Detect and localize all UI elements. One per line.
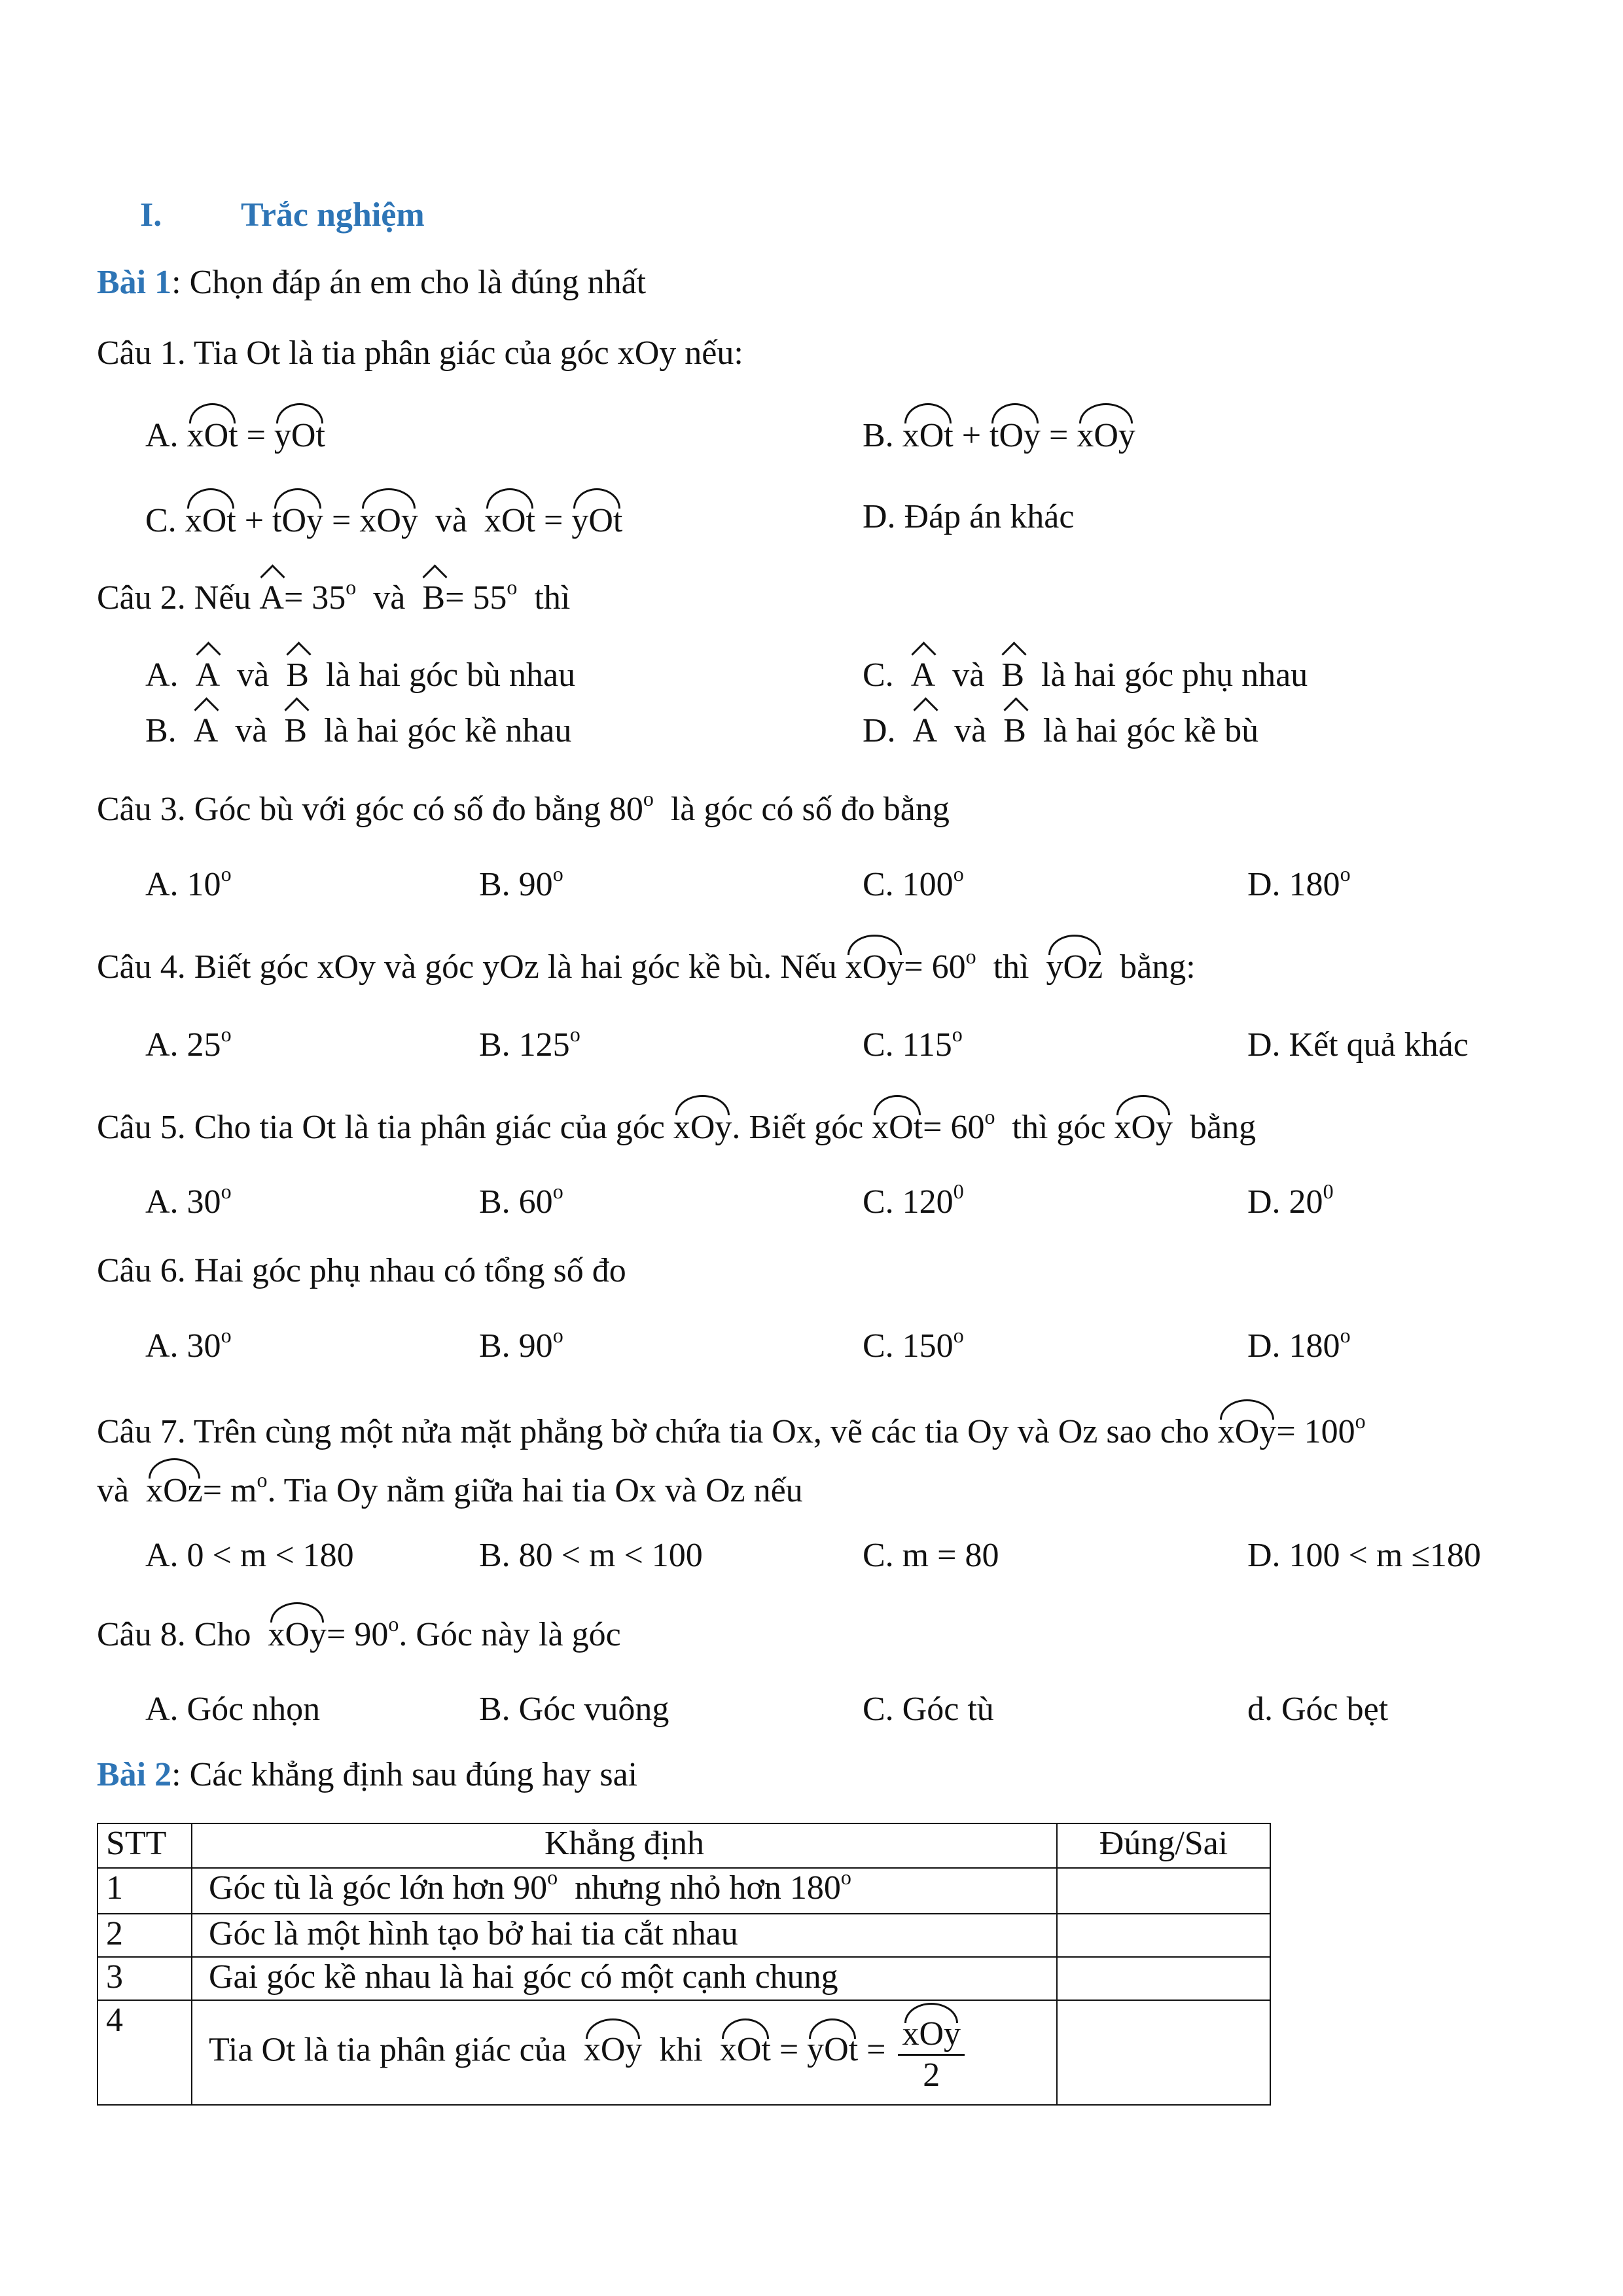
angle-xOt: xOt bbox=[872, 1103, 923, 1149]
degree-mark: o bbox=[643, 787, 654, 810]
q7-option-c: C. m = 80 bbox=[863, 1537, 999, 1574]
angle-B: B bbox=[1003, 710, 1026, 752]
angle-xOy: xOy bbox=[846, 942, 904, 988]
degree-mark: o bbox=[965, 944, 976, 968]
header-answer: Đúng/Sai bbox=[1057, 1823, 1270, 1868]
q2-stem-pre: Câu 2. Nếu bbox=[97, 579, 251, 617]
degree-mark: 0 bbox=[953, 1179, 964, 1203]
angle-A: A bbox=[196, 655, 221, 696]
degree-mark: o bbox=[221, 1323, 232, 1347]
bai1-text: : Chọn đáp án em cho là đúng nhất bbox=[171, 264, 647, 301]
q5-stem-pre: Câu 5. Cho tia Ot là tia phân giác của góc bbox=[97, 1109, 665, 1146]
q2-option-a bbox=[145, 655, 575, 696]
angle-yOz: yOz bbox=[1046, 942, 1103, 988]
row1-text-post: nhưng nhỏ hơn 180 bbox=[575, 1869, 841, 1907]
and-word: và bbox=[237, 656, 270, 694]
and-word: và bbox=[952, 656, 985, 694]
and-word: và bbox=[954, 712, 987, 749]
q3-d-text: D. 180 bbox=[1247, 866, 1340, 903]
header-stt: STT bbox=[98, 1823, 192, 1868]
q3-stem-pre: Câu 3. Góc bù với góc có số đo bằng 80 bbox=[97, 791, 643, 828]
q3-a-text: A. 10 bbox=[145, 866, 221, 903]
q7-stem bbox=[97, 1407, 1366, 1453]
angle-xOt: xOt bbox=[187, 411, 238, 457]
q6-c-text: C. 150 bbox=[863, 1327, 954, 1365]
angle-B: B bbox=[286, 655, 309, 696]
q1-option-a bbox=[145, 411, 325, 457]
row-stt: 1 bbox=[98, 1868, 192, 1914]
angle-xOy: xOy bbox=[1114, 1103, 1173, 1149]
angle-xOy: xOy bbox=[359, 496, 418, 542]
q5-option-c bbox=[863, 1181, 964, 1223]
angle-xOy: xOy bbox=[1218, 1407, 1277, 1453]
q4-a-text: A. 25 bbox=[145, 1026, 221, 1064]
eq-sign: = bbox=[238, 417, 274, 454]
q5-a-text: A. 30 bbox=[145, 1183, 221, 1221]
degree-mark: o bbox=[953, 862, 964, 886]
and-word: và bbox=[435, 502, 467, 539]
angle-tOy: tOy bbox=[272, 496, 323, 542]
q7-line2-post: . Tia Oy nằm giữa hai tia Ox và Oz nếu bbox=[267, 1472, 803, 1509]
row-stt: 4 bbox=[98, 2000, 192, 2105]
q1-b-label: B. bbox=[863, 417, 894, 454]
eq-sign: = bbox=[770, 2030, 808, 2068]
angle-yOt: yOt bbox=[807, 2026, 858, 2069]
q2-val-a: = 35 bbox=[283, 579, 346, 617]
eq-sign: = bbox=[1041, 417, 1077, 454]
q2-b-text: là hai góc kề nhau bbox=[324, 712, 572, 749]
angle-yOt: yOt bbox=[274, 411, 325, 457]
q7-val2: = m bbox=[202, 1472, 257, 1509]
q6-option-b bbox=[479, 1325, 563, 1367]
q2-val-b: = 55 bbox=[445, 579, 507, 617]
q6-stem: Câu 6. Hai góc phụ nhau có tổng số đo bbox=[97, 1252, 626, 1289]
row4-text-pre: Tia Ot là tia phân giác của bbox=[209, 2030, 567, 2068]
angle-xOy: xOy bbox=[268, 1610, 327, 1656]
q2-c-text: là hai góc phụ nhau bbox=[1041, 656, 1308, 694]
q7-stem-line2 bbox=[97, 1466, 803, 1512]
row-answer-cell[interactable] bbox=[1057, 1914, 1270, 1957]
q7-option-b: B. 80 < m < 100 bbox=[479, 1537, 703, 1574]
row-answer-cell[interactable] bbox=[1057, 1868, 1270, 1914]
q5-mid1: . Biết góc bbox=[732, 1109, 864, 1146]
q2-b-label: B. bbox=[145, 712, 177, 749]
q8-stem bbox=[97, 1610, 621, 1656]
fraction-denominator: 2 bbox=[923, 2056, 940, 2094]
q5-option-b bbox=[479, 1181, 563, 1223]
eq-sign: = bbox=[535, 502, 572, 539]
row-stt: 2 bbox=[98, 1914, 192, 1957]
q4-c-text: C. 115 bbox=[863, 1026, 952, 1064]
q3-option-c bbox=[863, 864, 964, 906]
degree-mark: o bbox=[1340, 1323, 1351, 1347]
angle-xOy: xOy bbox=[673, 1103, 732, 1149]
q4-mid: thì bbox=[993, 948, 1029, 986]
q8-val: = 90 bbox=[327, 1616, 389, 1653]
degree-mark: o bbox=[1355, 1409, 1366, 1433]
q1-option-b bbox=[863, 411, 1135, 457]
q2-option-d bbox=[863, 710, 1258, 752]
q1-option-c bbox=[145, 496, 622, 542]
fraction bbox=[898, 2011, 965, 2095]
degree-mark: o bbox=[569, 1022, 580, 1046]
table-header-row bbox=[98, 1823, 1270, 1868]
q6-option-c bbox=[863, 1325, 964, 1367]
q8-stem-post: . Góc này là góc bbox=[399, 1616, 621, 1653]
fraction-numerator bbox=[898, 2011, 965, 2056]
true-false-table bbox=[97, 1823, 1271, 2106]
row4-mid: khi bbox=[659, 2030, 703, 2068]
q8-option-a: A. Góc nhọn bbox=[145, 1691, 321, 1728]
q3-option-b bbox=[479, 864, 563, 906]
degree-mark: o bbox=[507, 575, 518, 599]
q4-option-c bbox=[863, 1024, 963, 1066]
bai2-text: : Các khẳng định sau đúng hay sai bbox=[171, 1756, 638, 1793]
q5-option-d bbox=[1247, 1181, 1334, 1223]
q5-stem-post: bằng bbox=[1190, 1109, 1257, 1146]
row-statement bbox=[192, 2000, 1057, 2105]
q1-a-label: A. bbox=[145, 417, 179, 454]
row-stt: 3 bbox=[98, 1957, 192, 2000]
q3-c-text: C. 100 bbox=[863, 866, 954, 903]
q1-option-d: D. Đáp án khác bbox=[863, 498, 1075, 535]
angle-tOy: tOy bbox=[990, 411, 1041, 457]
row3-text: Gai góc kề nhau là hai góc có một cạnh chung bbox=[209, 1958, 838, 1996]
q8-option-b: B. Góc vuông bbox=[479, 1691, 669, 1728]
plus-sign: + bbox=[953, 417, 990, 454]
bai1-label: Bài 1 bbox=[97, 264, 172, 301]
row1-text-pre: Góc tù là góc lớn hơn 90 bbox=[209, 1869, 548, 1907]
q6-d-text: D. 180 bbox=[1247, 1327, 1340, 1365]
degree-mark: o bbox=[388, 1612, 399, 1636]
angle-xOt: xOt bbox=[902, 411, 954, 457]
q4-val: = 60 bbox=[904, 948, 966, 986]
header-statement: Khẳng định bbox=[192, 1823, 1057, 1868]
q2-stem bbox=[97, 577, 570, 619]
degree-mark: o bbox=[346, 575, 357, 599]
q4-stem bbox=[97, 942, 1196, 988]
table-row bbox=[98, 2000, 1270, 2105]
q4-stem-post: bằng: bbox=[1120, 948, 1196, 986]
angle-B: B bbox=[422, 577, 445, 619]
bai1-heading bbox=[97, 262, 646, 304]
angle-A: A bbox=[194, 710, 219, 752]
q6-b-text: B. 90 bbox=[479, 1327, 553, 1365]
q6-option-d bbox=[1247, 1325, 1351, 1367]
q2-a-text: là hai góc bù nhau bbox=[325, 656, 576, 694]
q6-option-a bbox=[145, 1325, 232, 1367]
table-row bbox=[98, 1914, 1270, 1957]
q3-option-a bbox=[145, 864, 232, 906]
angle-xOt: xOt bbox=[720, 2026, 771, 2069]
q1-stem: Câu 1. Tia Ot là tia phân giác của góc xOy nếu: bbox=[97, 334, 743, 372]
q5-val: = 60 bbox=[923, 1109, 985, 1146]
row-statement bbox=[192, 1914, 1057, 1957]
angle-xOt: xOt bbox=[484, 496, 535, 542]
degree-mark: o bbox=[221, 1179, 232, 1203]
angle-xOy: xOy bbox=[1077, 411, 1135, 457]
degree-mark: o bbox=[257, 1468, 268, 1492]
angle-B: B bbox=[284, 710, 307, 752]
q2-c-label: C. bbox=[863, 656, 894, 694]
q2-a-label: A. bbox=[145, 656, 179, 694]
q5-stem bbox=[97, 1103, 1256, 1149]
angle-xOy: xOy bbox=[902, 2011, 961, 2054]
angle-xOz: xOz bbox=[146, 1466, 203, 1512]
q4-option-b bbox=[479, 1024, 580, 1066]
row-answer-cell[interactable] bbox=[1057, 1957, 1270, 2000]
table-row bbox=[98, 1868, 1270, 1914]
angle-xOy: xOy bbox=[584, 2026, 643, 2069]
angle-A: A bbox=[259, 577, 284, 619]
row-statement bbox=[192, 1865, 1057, 1914]
and-word: và bbox=[373, 579, 406, 617]
degree-mark: o bbox=[552, 862, 563, 886]
bai2-heading bbox=[97, 1754, 637, 1796]
and-word: và bbox=[235, 712, 268, 749]
row2-text: Góc là một hình tạo bở hai tia cắt nhau bbox=[209, 1915, 738, 1952]
q5-c-text: C. 120 bbox=[863, 1183, 954, 1221]
q7-option-d: D. 100 < m ≤180 bbox=[1247, 1537, 1481, 1574]
degree-mark: o bbox=[840, 1865, 851, 1889]
eq-sign: = bbox=[323, 502, 360, 539]
degree-mark: o bbox=[1340, 862, 1351, 886]
q3-option-d bbox=[1247, 864, 1351, 906]
q5-b-text: B. 60 bbox=[479, 1183, 553, 1221]
degree-mark: o bbox=[221, 862, 232, 886]
angle-yOt: yOt bbox=[571, 496, 622, 542]
degree-mark: o bbox=[552, 1179, 563, 1203]
q3-b-text: B. 90 bbox=[479, 866, 553, 903]
q7-val: = 100 bbox=[1276, 1413, 1355, 1450]
angle-A: A bbox=[911, 655, 936, 696]
degree-mark: o bbox=[953, 1323, 964, 1347]
q5-mid2: thì góc bbox=[1012, 1109, 1106, 1146]
q3-stem bbox=[97, 789, 950, 831]
q5-option-a bbox=[145, 1181, 232, 1223]
q8-option-c: C. Góc tù bbox=[863, 1691, 994, 1728]
angle-A: A bbox=[913, 710, 938, 752]
q6-a-text: A. 30 bbox=[145, 1327, 221, 1365]
angle-B: B bbox=[1001, 655, 1024, 696]
q2-d-label: D. bbox=[863, 712, 896, 749]
row-statement bbox=[192, 1957, 1057, 2000]
degree-mark: o bbox=[547, 1865, 558, 1889]
section-numeral: I. bbox=[140, 196, 162, 234]
eq-sign: = bbox=[858, 2030, 895, 2068]
table-row bbox=[98, 1957, 1270, 2000]
q4-b-text: B. 125 bbox=[479, 1026, 570, 1064]
q2-stem-post: thì bbox=[534, 579, 571, 617]
bai2-label: Bài 2 bbox=[97, 1756, 172, 1793]
q7-stem-pre: Câu 7. Trên cùng một nửa mặt phẳng bờ chứa tia Ox, vẽ các tia Oy và Oz sao cho bbox=[97, 1413, 1209, 1450]
q7-line2-pre: và bbox=[97, 1472, 130, 1509]
plus-sign: + bbox=[236, 502, 273, 539]
q4-option-a bbox=[145, 1024, 232, 1066]
q5-d-text: D. 20 bbox=[1247, 1183, 1323, 1221]
degree-mark: 0 bbox=[1323, 1179, 1334, 1203]
q2-d-text: là hai góc kề bù bbox=[1043, 712, 1259, 749]
q4-option-d: D. Kết quả khác bbox=[1247, 1026, 1469, 1064]
degree-mark: o bbox=[952, 1022, 963, 1046]
degree-mark: o bbox=[552, 1323, 563, 1347]
q3-stem-post: là góc có số đo bằng bbox=[670, 791, 950, 828]
q8-stem-pre: Câu 8. Cho bbox=[97, 1616, 251, 1653]
q7-option-a: A. 0 < m < 180 bbox=[145, 1537, 354, 1574]
q8-option-d: d. Góc bẹt bbox=[1247, 1691, 1389, 1728]
q2-option-b bbox=[145, 710, 571, 752]
degree-mark: o bbox=[221, 1022, 232, 1046]
degree-mark: o bbox=[984, 1105, 995, 1128]
row-answer-cell[interactable] bbox=[1057, 2000, 1270, 2105]
q4-stem-pre: Câu 4. Biết góc xOy và góc yOz là hai góc kề bù. Nếu bbox=[97, 948, 837, 986]
q1-c-label: C. bbox=[145, 502, 177, 539]
section-title: Trắc nghiệm bbox=[241, 196, 425, 234]
q2-option-c bbox=[863, 655, 1308, 696]
angle-xOt: xOt bbox=[185, 496, 236, 542]
